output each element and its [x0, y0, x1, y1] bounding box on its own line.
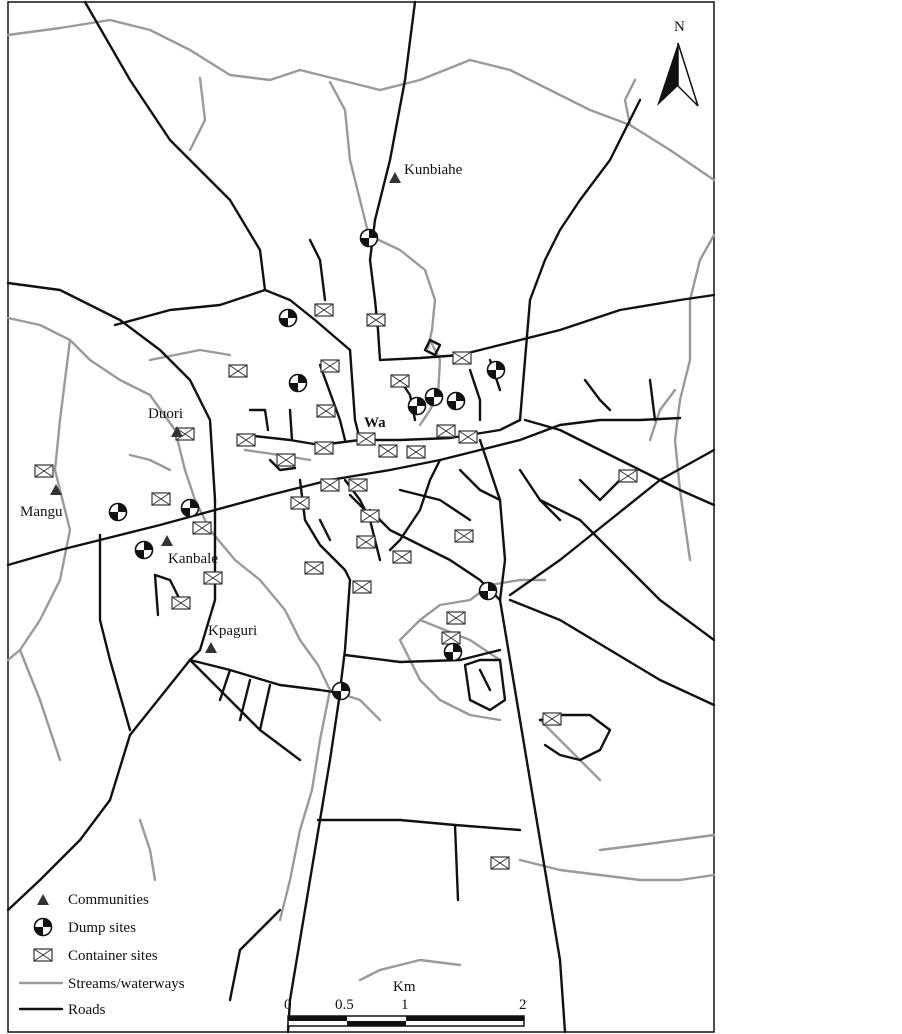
container-site [361, 510, 379, 522]
legend-communities-label: Communities [68, 892, 149, 908]
container-site [315, 304, 333, 316]
dump-site [136, 542, 153, 559]
container-sites-layer [35, 304, 637, 869]
container-site [291, 497, 309, 509]
dump-site [409, 398, 426, 415]
container-site [455, 530, 473, 542]
legend-dump-sites-icon [35, 919, 52, 936]
container-site [315, 442, 333, 454]
container-site [172, 597, 190, 609]
container-site [193, 522, 211, 534]
container-site [321, 479, 339, 491]
container-site [317, 405, 335, 417]
dump-site [110, 504, 127, 521]
container-site [453, 352, 471, 364]
legend-container-sites-icon [34, 949, 52, 961]
scale-unit-label: Km [393, 979, 416, 995]
container-site [543, 713, 561, 725]
communities-layer [20, 162, 463, 653]
legend-streams-label: Streams/waterways [68, 976, 185, 992]
community-duori-label: Duori [148, 406, 183, 422]
container-site [447, 612, 465, 624]
community-kunbiahe-marker [389, 172, 401, 183]
dump-site [488, 362, 505, 379]
container-site [237, 434, 255, 446]
container-site [305, 562, 323, 574]
north-label: N [674, 19, 685, 35]
dump-site [182, 500, 199, 517]
container-site [321, 360, 339, 372]
container-site [407, 446, 425, 458]
legend [20, 892, 185, 1018]
container-site [35, 465, 53, 477]
container-site [353, 581, 371, 593]
container-site [619, 470, 637, 482]
scale-tick-2: 2 [519, 997, 527, 1013]
legend-container-sites-label: Container sites [68, 948, 158, 964]
scale-tick-0-5: 0.5 [335, 997, 354, 1013]
container-site [459, 431, 477, 443]
dump-site [426, 389, 443, 406]
container-site [442, 632, 460, 644]
legend-dump-sites-label: Dump sites [68, 920, 136, 936]
dump-site [290, 375, 307, 392]
dump-site [361, 230, 378, 247]
community-mangu-label: Mangu [20, 504, 63, 520]
dump-site [445, 644, 462, 661]
dump-site [333, 683, 350, 700]
container-site [357, 433, 375, 445]
dump-site [480, 583, 497, 600]
community-kanbale-marker [161, 535, 173, 546]
container-site [437, 425, 455, 437]
north-arrow-icon [657, 19, 698, 106]
scale-tick-0: 0 [284, 997, 292, 1013]
community-kunbiahe-label: Kunbiahe [404, 162, 463, 178]
container-site [204, 572, 222, 584]
container-site [393, 551, 411, 563]
dump-site [448, 393, 465, 410]
container-site [367, 314, 385, 326]
container-site [391, 375, 409, 387]
container-site [357, 536, 375, 548]
container-site [229, 365, 247, 377]
legend-roads-label: Roads [68, 1002, 106, 1018]
community-kpaguri-marker [205, 642, 217, 653]
container-site [491, 857, 509, 869]
container-site [152, 493, 170, 505]
community-kanbale-label: Kanbale [168, 551, 218, 567]
container-site [277, 454, 295, 466]
scale-tick-1: 1 [401, 997, 409, 1013]
dump-site [280, 310, 297, 327]
community-kpaguri-label: Kpaguri [208, 623, 258, 639]
scale-bar [284, 979, 527, 1026]
container-site [349, 479, 367, 491]
container-site [379, 445, 397, 457]
town-label-wa: Wa [364, 415, 386, 431]
legend-communities-icon [37, 894, 49, 905]
